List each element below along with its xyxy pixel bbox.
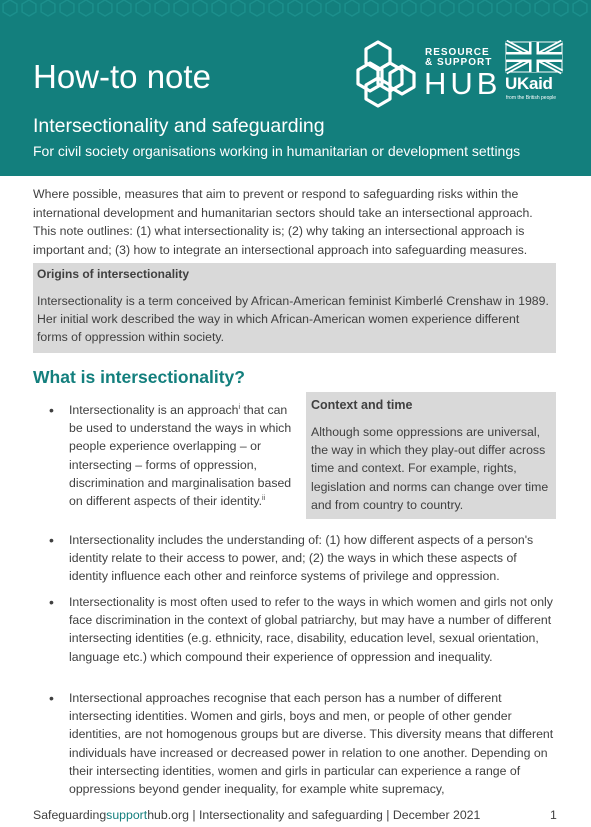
hub-logo-small-text: RESOURCE & SUPPORT bbox=[425, 47, 493, 68]
origins-text: Intersectionality is a term conceived by African-American feminist Kimberlé Crenshaw in 1989. Her initial work described the way in which African-American women experience different forms of oppression within society. bbox=[37, 294, 549, 344]
header-banner bbox=[0, 0, 591, 176]
bullet-dot: • bbox=[49, 594, 54, 610]
intro-paragraph: Where possible, measures that aim to prevent or respond to safeguarding risks within the international development and humanitarian sectors should take an intersectional approach. This note outlines: (1) what intersectionality is; (2) why taking an intersectional approach is important and; (3) how to integrate an intersectional approach into safeguarding measures. bbox=[33, 187, 533, 257]
origins-callout bbox=[33, 263, 556, 353]
footer-text: | Intersectionality and safeguarding | December 2021 bbox=[188, 808, 481, 822]
footer-site-link[interactable]: Safeguardingsupporthub.org bbox=[33, 808, 189, 822]
bullet-dot: • bbox=[49, 690, 54, 706]
list-item: • Intersectional approaches recognise that each person has a number of different intersecting identities. Women and girls, boys and men, or people of other gender identities, are not homogenous groups but are diverse. This diversity means that different individuals have increased or decreased power in relation to one another. Depending on their intersecting identities, women and girls in particular can experience a range of oppressions beyond gender inequality, for example white supremacy, bbox=[49, 690, 554, 797]
footer bbox=[33, 808, 480, 822]
page-subtitle: Intersectionality and safeguarding bbox=[33, 115, 325, 137]
hexagon-pattern bbox=[0, 0, 591, 22]
context-text: Although some oppressions are universal, the way in which they play-out differ across time and context. For example, rights, legislation and norms can change over time and from country to country. bbox=[311, 425, 549, 512]
bullet-dot: • bbox=[49, 532, 54, 548]
section-heading: What is intersectionality? bbox=[33, 367, 245, 387]
list-item: • Intersectionality is an approach$^i$ that can be used to understand the ways in which people experience overlapping – or intersecting – forms of oppression, discrimination and marginalisation based on different aspects of their identity.$^{ii}$ bbox=[49, 402, 292, 509]
endnote-ref[interactable]: i bbox=[238, 403, 241, 411]
origins-title: Origins of intersectionality bbox=[37, 267, 190, 281]
page-tagline: For civil society organisations working in humanitarian or development settings bbox=[33, 143, 521, 159]
page-title: How-to note bbox=[33, 58, 211, 95]
hub-logo-text: HUB bbox=[424, 66, 502, 101]
ukaid-logo-text: UKaid bbox=[505, 74, 553, 93]
endnote-ref[interactable]: ii bbox=[262, 494, 266, 502]
list-item: • Intersectionality is most often used to refer to the ways in which women and girls not only face discrimination in the context of global patriarchy, but may have a number of different intersecting identities (e.g. ethnicity, race, disability, education level, sexual orientation, language etc.) which compound their experience of oppression and inequality. bbox=[49, 594, 553, 664]
context-title: Context and time bbox=[311, 398, 413, 412]
ukaid-logo-subtext: from the British people bbox=[506, 95, 557, 101]
context-callout bbox=[306, 392, 556, 519]
bullet-dot: • bbox=[49, 402, 54, 418]
page-number: 1 bbox=[550, 808, 557, 822]
list-item: • Intersectionality includes the understanding of: (1) how different aspects of a person's identity relate to their access to power, and; (2) the ways in which these aspects of identity influence each other and reinforce systems of privilege and oppression. bbox=[49, 532, 534, 584]
